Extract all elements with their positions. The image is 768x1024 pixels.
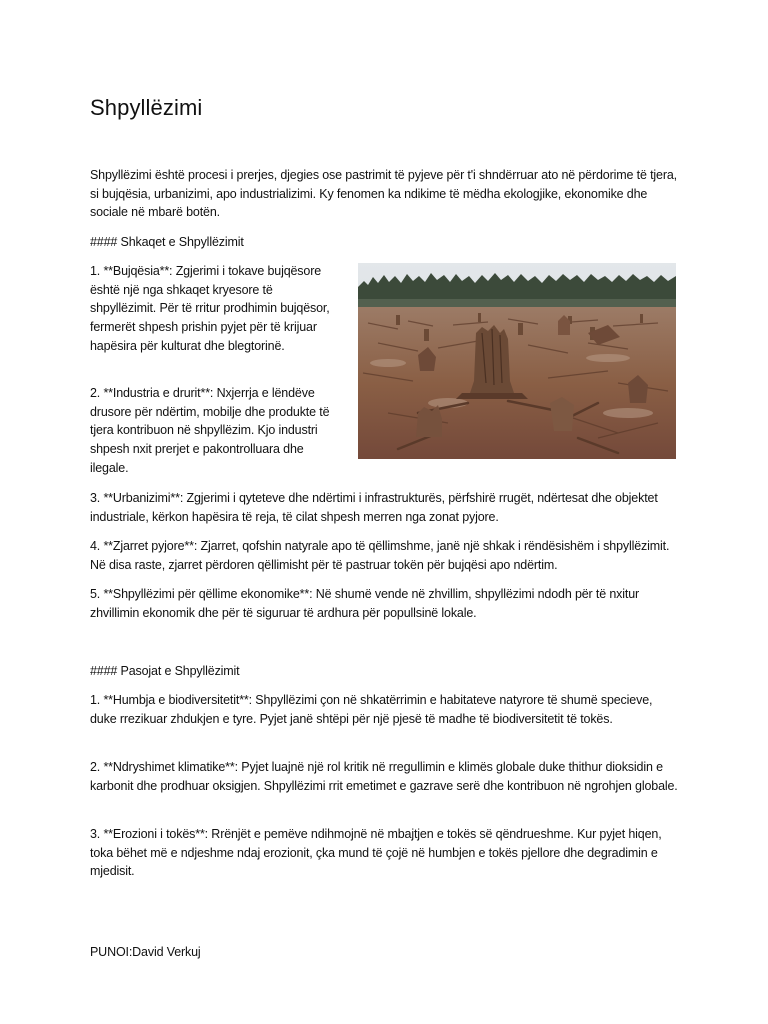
cause-economic: 5. **Shpyllëzimi për qëllime ekonomike**: Në shumë vende në zhvillim, shpyllëzimi ndodh për të nxitur zhvillimin ekonomik dhe për të siguruar të ardhura për popullsinë lokale. <box>90 587 640 620</box>
effects-heading: #### Pasojat e Shpyllëzimit <box>90 664 240 678</box>
page-title: Shpyllëzimi <box>90 95 203 120</box>
deforestation-photo-image <box>358 263 676 459</box>
intro-paragraph: Shpyllëzimi është procesi i prerjes, djegies ose pastrimit të pyjeve për t'i shndërruar ato në përdorime të tjera, si bujqësia, urbanizimi, apo industrializimi. Ky fenomen ka ndikime të mëdha ekologjike, ekonomike dhe sociale në mbarë botën. <box>90 168 677 220</box>
cause-agriculture: 1. **Bujqësia**: Zgjerimi i tokave bujqësore është një nga shkaqet kryesore të shpyllëzimit. Për të rritur prodhimin bujqësor, fermerët shpesh prishin pyjet për të krijuar hapësira për kulturat dhe blegtorinë. <box>90 264 330 353</box>
effect-soil-erosion: 3. **Erozioni i tokës**: Rrënjët e pemëve ndihmojnë në mbajtjen e tokës së qëndrueshme. Kur pyjet hiqen, toka bëhet më e ndjeshme ndaj erozionit, çka mund të çojë në humbjen e tokës pjellore dhe degradimin e mjedisit. <box>90 827 662 879</box>
cause-timber-industry: 2. **Industria e drurit**: Nxjerrja e lëndëve drusore për ndërtim, mobilje dhe produkte të tjera kontribuon në shpyllëzim. Kjo industri shpesh nxit prerjet e pakontrolluara dhe ilegale. <box>90 386 330 475</box>
cause-forest-fires: 4. **Zjarret pyjore**: Zjarret, qofshin natyrale apo të qëllimshme, janë një shkak i rëndësishëm i shpyllëzimit. Në disa raste, zjarret përdoren qëllimisht për të pastruar tokën për bujqësi apo ndërtim. <box>90 539 670 572</box>
effect-climate-change: 2. **Ndryshimet klimatike**: Pyjet luajnë një rol kritik në rregullimin e klimës globale duke thithur dioksidin e karbonit dhe prodhuar oksigjen. Shpyllëzimi rrit emetimet e gazrave serë dhe kontribuon në ngrohjen globale. <box>90 760 678 793</box>
causes-heading: #### Shkaqet e Shpyllëzimit <box>90 235 244 249</box>
deforestation-photo <box>358 263 676 459</box>
author-footer: PUNOI:David Verkuj <box>90 945 201 959</box>
effect-biodiversity: 1. **Humbja e biodiversitetit**: Shpyllëzimi çon në shkatërrimin e habitateve natyrore të shumë specieve, duke rrezikuar zhdukjen e tyre. Pyjet janë shtëpi për një pjesë të madhe të biodiversitetit të tokës. <box>90 693 653 726</box>
cause-urbanization: 3. **Urbanizimi**: Zgjerimi i qyteteve dhe ndërtimi i infrastrukturës, përfshirë rrugët, ndërtesat dhe objektet industriale, kërkon hapësira të reja, të cilat shpesh merren nga zonat pyjore. <box>90 491 658 524</box>
